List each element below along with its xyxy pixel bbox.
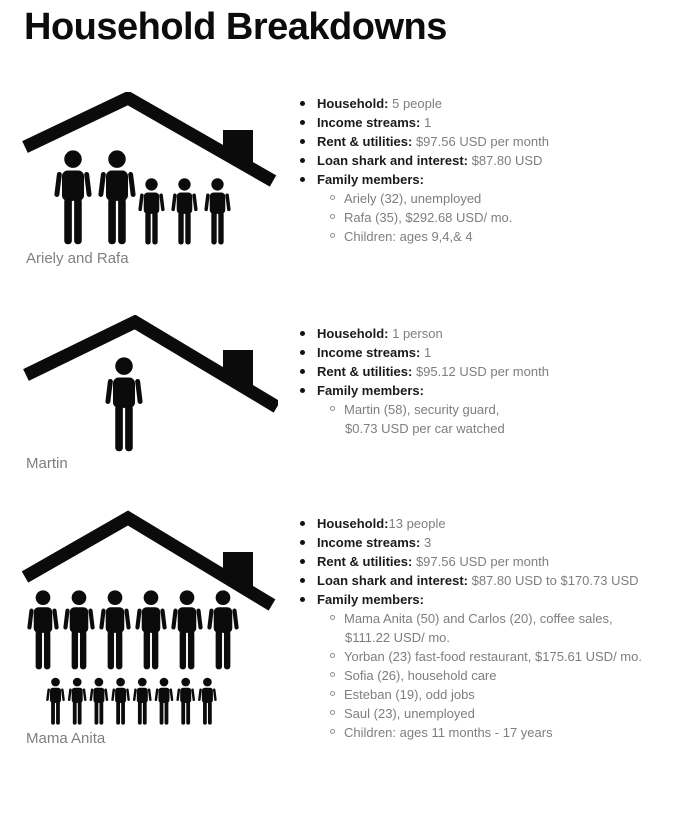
- fact-value: $87.80 USD: [467, 153, 543, 168]
- fact-label: Income streams:: [317, 115, 421, 130]
- household-name: Martin: [26, 455, 68, 472]
- fact-label: Family members:: [317, 592, 424, 607]
- sub-bullet-icon: [330, 406, 335, 411]
- fact-row: [298, 113, 672, 132]
- fact-label: Rent & utilities:: [317, 134, 413, 149]
- adults-row: [54, 150, 136, 244]
- fact-value: 1: [420, 345, 432, 360]
- member-text: Saul (23), unemployed: [344, 706, 475, 721]
- bullet-icon: [300, 369, 305, 374]
- bullet-icon: [300, 597, 305, 602]
- household-facts: [298, 514, 672, 742]
- member-text: Yorban (23) fast-food restaurant, $175.61 USD/ mo.: [344, 649, 642, 664]
- person-figure-icon: [204, 178, 231, 244]
- bullet-icon: [300, 540, 305, 545]
- fact-label: Household:: [317, 326, 389, 341]
- person-figure-icon: [63, 590, 95, 669]
- sub-bullet-icon: [330, 710, 335, 715]
- member-text: Children: ages 9,4,& 4: [344, 229, 473, 244]
- fact-label: Income streams:: [317, 345, 421, 360]
- member-text-continued: $111.22 USD/ mo.: [345, 630, 451, 645]
- fact-label: Rent & utilities:: [317, 364, 413, 379]
- member-row: [330, 704, 672, 723]
- fact-label: Rent & utilities:: [317, 554, 413, 569]
- person-figure-icon: [105, 357, 143, 451]
- member-row: [330, 227, 672, 246]
- page-title: Household Breakdowns: [24, 6, 447, 48]
- member-row: [330, 609, 672, 628]
- bullet-icon: [300, 521, 305, 526]
- person-figure-icon: [111, 678, 130, 725]
- fact-label: Income streams:: [317, 535, 421, 550]
- person-figure-icon: [98, 150, 136, 244]
- member-row: [330, 189, 672, 208]
- fact-row: [298, 533, 672, 552]
- bullet-icon: [300, 101, 305, 106]
- person-figure-icon: [207, 590, 239, 669]
- person-figure-icon: [99, 590, 131, 669]
- household-name: Mama Anita: [26, 730, 106, 747]
- person-figure-icon: [54, 150, 92, 244]
- bullet-icon: [300, 578, 305, 583]
- member-row: [330, 400, 672, 419]
- member-text: Mama Anita (50) and Carlos (20), coffee sales,: [344, 611, 613, 626]
- adults-row: [105, 357, 143, 451]
- fact-value: $97.56 USD per month: [412, 554, 549, 569]
- member-text: Sofia (26), household care: [344, 668, 497, 683]
- sub-bullet-icon: [330, 615, 335, 620]
- fact-row: [298, 381, 672, 400]
- member-row: [330, 647, 672, 666]
- fact-row: [298, 514, 672, 533]
- sub-bullet-icon: [330, 233, 335, 238]
- bullet-icon: [300, 388, 305, 393]
- sub-bullet-icon: [330, 672, 335, 677]
- house-icon: [20, 92, 278, 252]
- bullet-icon: [300, 350, 305, 355]
- member-text: Children: ages 11 months - 17 years: [344, 725, 553, 740]
- member-text: Esteban (19), odd jobs: [344, 687, 475, 702]
- person-figure-icon: [176, 678, 195, 725]
- bullet-icon: [300, 559, 305, 564]
- fact-row: [298, 571, 672, 590]
- sub-bullet-icon: [330, 214, 335, 219]
- fact-value: 1 person: [388, 326, 443, 341]
- bullet-icon: [300, 158, 305, 163]
- person-figure-icon: [27, 590, 59, 669]
- person-figure-icon: [68, 678, 87, 725]
- fact-row: [298, 324, 672, 343]
- household-facts: [298, 324, 672, 438]
- fact-row: [298, 590, 672, 609]
- member-text: Rafa (35), $292.68 USD/ mo.: [344, 210, 513, 225]
- member-text-continued: $0.73 USD per car watched: [345, 421, 505, 436]
- household-name: Ariely and Rafa: [26, 250, 129, 267]
- fact-row: [298, 132, 672, 151]
- fact-row: [298, 552, 672, 571]
- member-row: [330, 723, 672, 742]
- fact-value: $87.80 USD to $170.73 USD: [467, 573, 639, 588]
- sub-bullet-icon: [330, 653, 335, 658]
- sub-bullet-icon: [330, 729, 335, 734]
- sub-bullet-icon: [330, 195, 335, 200]
- person-figure-icon: [133, 678, 152, 725]
- person-figure-icon: [138, 178, 165, 244]
- fact-label: Family members:: [317, 172, 424, 187]
- sub-bullet-icon: [330, 691, 335, 696]
- adults-row: [27, 590, 239, 669]
- fact-label: Family members:: [317, 383, 424, 398]
- fact-label: Loan shark and interest:: [317, 573, 468, 588]
- fact-row: [298, 343, 672, 362]
- fact-value: 1: [420, 115, 432, 130]
- fact-value: 13 people: [388, 516, 446, 531]
- person-figure-icon: [198, 678, 217, 725]
- bullet-icon: [300, 120, 305, 125]
- house-icon: [20, 315, 278, 455]
- person-figure-icon: [171, 590, 203, 669]
- bullet-icon: [300, 177, 305, 182]
- bullet-icon: [300, 139, 305, 144]
- member-row: [330, 685, 672, 704]
- fact-label: Loan shark and interest:: [317, 153, 468, 168]
- children-row: [46, 678, 217, 725]
- fact-label: Household:: [317, 516, 389, 531]
- person-figure-icon: [171, 178, 198, 244]
- fact-value: $95.12 USD per month: [412, 364, 549, 379]
- member-text: Ariely (32), unemployed: [344, 191, 482, 206]
- member-row: [330, 208, 672, 227]
- person-figure-icon: [135, 590, 167, 669]
- member-text: Martin (58), security guard,: [344, 402, 500, 417]
- person-figure-icon: [89, 678, 108, 725]
- fact-row: [298, 94, 672, 113]
- children-row: [138, 178, 231, 244]
- bullet-icon: [300, 331, 305, 336]
- fact-row: [298, 362, 672, 381]
- person-figure-icon: [155, 678, 174, 725]
- person-figure-icon: [46, 678, 65, 725]
- member-row: [330, 666, 672, 685]
- fact-row: [298, 170, 672, 189]
- household-facts: [298, 94, 672, 246]
- fact-row: [298, 151, 672, 170]
- fact-value: 5 people: [388, 96, 442, 111]
- fact-label: Household:: [317, 96, 389, 111]
- fact-value: $97.56 USD per month: [412, 134, 549, 149]
- fact-value: 3: [420, 535, 432, 550]
- house-icon: [20, 510, 278, 728]
